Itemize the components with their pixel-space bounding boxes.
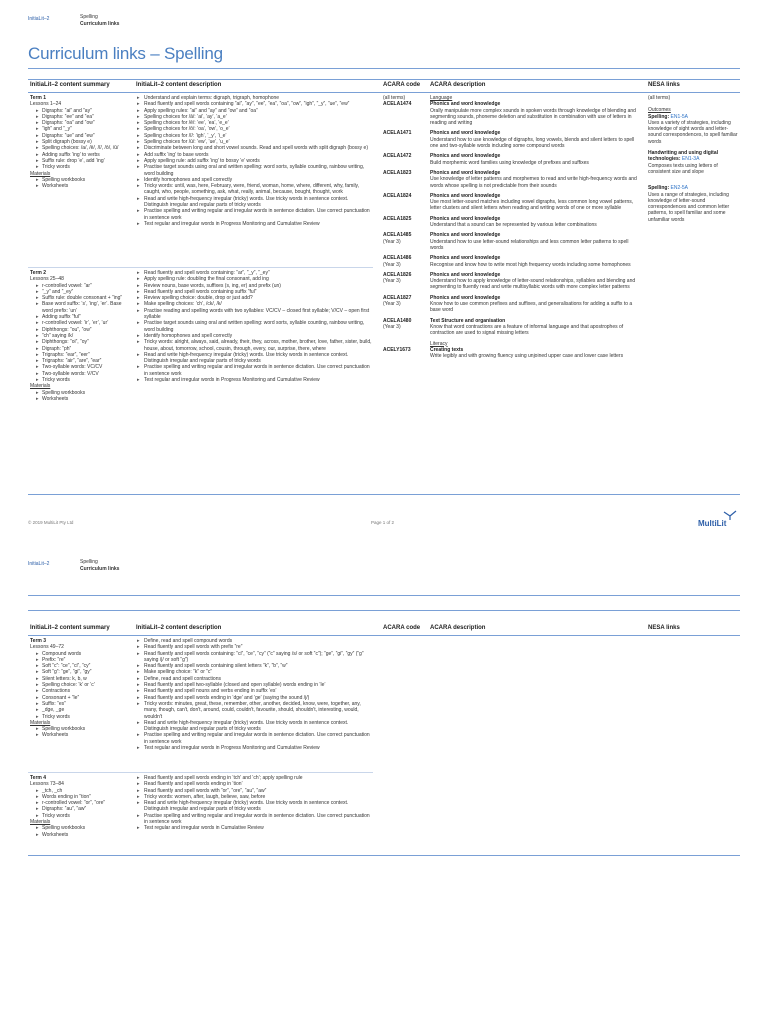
col-description-header: InitiaLit–2 content description xyxy=(136,82,222,88)
list-item: ▸ Read fluently and spell words containing silent letters “k”, “b”, “w” xyxy=(136,663,372,669)
list-item: ▸ Worksheets xyxy=(36,183,130,189)
list-item: ▸ Spelling choices for /ē/: ‘ee’, ‘ea’, ‘e_e’ xyxy=(136,120,372,126)
term3-items xyxy=(30,651,130,720)
acara-year: (Year 3) xyxy=(383,261,401,268)
list-item: ▸ Spelling choices for /ū/: ‘ew’, ‘ue’, ‘u_e’ xyxy=(136,139,372,145)
list-item: ▸ Define, read and spell compound words xyxy=(136,638,372,644)
term2-items xyxy=(30,283,130,384)
acara-description: Orally manipulate more complex sounds in spoken words through knowledge of blending and segmenting sounds, phoneme deletion and substitution in combination with use of letters in reading and writing xyxy=(430,107,636,127)
acara-description: Understand how to use knowledge of digraphs, long vowels, blends and silent letters to spell one and two-syllable words including some compound words xyxy=(430,136,635,150)
list-item: ▸ Diphthongs: “oi”, “oy” xyxy=(36,339,130,345)
list-item: ▸ Spelling choices for /ā/: ‘ai’, ‘ay’, ‘a_e’ xyxy=(136,114,372,120)
term4-materials xyxy=(30,825,130,838)
acara-code: ACELY1673 xyxy=(383,346,411,353)
logo-text: MultiLit xyxy=(698,519,727,528)
nesa-all-terms: (all terms) xyxy=(648,95,671,101)
page-header xyxy=(80,14,119,28)
acara-row xyxy=(383,101,641,126)
list-item: ▸ Tricky words xyxy=(36,813,130,819)
list-item: ▸ Tricky words: minutes, great, these, remember, other, another, decided, know, were, together, any, many, though, can't, don't, around, could, couldn't, favourite, should, shouldn't, interesting, would, wouldn't xyxy=(136,701,372,720)
list-item: ▸ Digraphs: “au”, “aw” xyxy=(36,806,130,812)
list-item: ▸ Silent letters: k, b, w xyxy=(36,676,130,682)
list-item: ▸ Apply spelling rule: add suffix ‘ing’ to bossy ‘e’ words xyxy=(136,158,372,164)
list-item: ▸ Spelling choice: ‘k’ or ‘c’ xyxy=(36,682,130,688)
list-item: ▸ Worksheets xyxy=(36,832,130,838)
page-title: Curriculum links – Spelling xyxy=(28,44,223,63)
table-header-rule xyxy=(28,92,740,93)
acara-row xyxy=(383,216,641,229)
list-item: ▸ Digraphs: “ai” and “ay” xyxy=(36,108,130,114)
list-item: ▸ Spelling workbooks xyxy=(36,825,130,831)
acara-heading: Creating texts xyxy=(430,346,464,353)
list-item: ▸ Worksheets xyxy=(36,396,130,402)
list-item: ▸ “igh” and “_y” xyxy=(36,126,130,132)
list-item: ▸ Spelling workbooks xyxy=(36,177,130,183)
term3-description xyxy=(136,638,372,751)
list-item: ▸ “_y” and “_ey” xyxy=(36,289,130,295)
nesa-links xyxy=(648,95,740,223)
list-item: ▸ Test regular and irregular words in Progress Monitoring and Cumulative Review xyxy=(136,377,372,383)
acara-code: ACELA1480 xyxy=(383,317,412,324)
list-item: ▸ Spelling choices for /ī/: ‘igh’, ‘_y’, ‘i_e’ xyxy=(136,133,372,139)
list-item: ▸ Read fluently and spell words containing: “ci”, “ce”, “cy” (“c” saying /s/ or soft “c”); “ge”, “gi”, “gy” (“g” saying /j/ or soft “g”) xyxy=(136,651,372,664)
acara-code: ACELA1826 xyxy=(383,271,412,278)
term-divider xyxy=(28,267,373,268)
list-item: ▸ Spelling workbooks xyxy=(36,390,130,396)
list-item: ▸ Read fluently and spell two-syllable (closed and open syllable) words ending in ‘le’ xyxy=(136,682,372,688)
acara-row xyxy=(383,295,641,314)
acara-code: ACELA1486 xyxy=(383,255,412,262)
footer-copyright: © 2019 MultiLit Pty Ltd xyxy=(28,520,74,525)
list-item: ▸ Review nouns, base words, suffixes (s, ing, er) and prefix (un) xyxy=(136,283,372,289)
acara-row xyxy=(383,255,641,268)
acara-row xyxy=(383,341,641,360)
term2-lessons: Lessons 25–48 xyxy=(30,276,64,283)
acara-strand: Language xyxy=(430,95,453,101)
list-item: ▸ Suffix rule: drop ‘e’, add ‘ing’ xyxy=(36,158,130,164)
list-item: ▸ “ch” saying /k/ xyxy=(36,333,130,339)
list-item: ▸ Spelling workbooks xyxy=(36,726,130,732)
col-acara-desc-header: ACARA description xyxy=(430,82,486,88)
acara-heading: Text Structure and organisation xyxy=(430,317,506,324)
list-item: ▸ Tricky words xyxy=(36,714,130,720)
term2-materials-label: Materials xyxy=(30,383,51,390)
list-item: ▸ Practise spelling and writing regular and irregular words in sentence dictation. Use correct punctuation in sentence work xyxy=(136,732,372,745)
list-item: ▸ Apply spelling rule: doubling the final consonant, add ing xyxy=(136,276,372,282)
acara-description: Recognise and know how to write most high frequency words including some homophones xyxy=(430,261,631,268)
list-item: ▸ Digraphs: “ee” and “ea” xyxy=(36,114,130,120)
list-item: ▸ Make spelling choice: “k” or “c” xyxy=(136,669,372,675)
acara-heading: Phonics and word knowledge xyxy=(430,232,501,239)
brand-label: InitiaLit–2 xyxy=(28,561,50,567)
list-item: ▸ Digraphs: “ue” and “ew” xyxy=(36,133,130,139)
acara-description: Build morphemic word families using knowledge of prefixes and suffixes xyxy=(430,159,589,166)
list-item: ▸ Split digraph (bossy e) xyxy=(36,139,130,145)
term3-title: Term 3 xyxy=(30,638,47,644)
table-header-rule xyxy=(28,635,740,636)
term4-materials-label: Materials xyxy=(30,819,51,826)
list-item: ▸ Discriminate between long and short vowel sounds. Read and spell words with split digraph (bossy e) xyxy=(136,145,372,151)
acara-code: (all terms) xyxy=(383,95,406,101)
term2-materials xyxy=(30,390,130,403)
nesa-spelling-label: Spelling: xyxy=(648,113,671,120)
term4-lessons: Lessons 73–84 xyxy=(30,781,64,788)
list-item: ▸ Read and write high-frequency irregular (tricky) words. Use tricky words in sentence context. Distinguish irregular and regular parts of tricky words xyxy=(136,196,372,209)
list-item: ▸ Read fluently and spell words containing: “ar”, “_y”, “_ey” xyxy=(136,270,372,276)
acara-year: (Year 3) xyxy=(383,323,401,330)
nesa-outcome-link[interactable]: EN1-3A xyxy=(681,156,700,163)
list-item: ▸ Read fluently and spell words ending in ‘tion’ xyxy=(136,781,372,787)
term1-description xyxy=(136,95,372,227)
list-item: ▸ Read fluently and spell words containing suffix “ful” xyxy=(136,289,372,295)
list-item: ▸ Tricky words xyxy=(36,377,130,383)
nesa-spelling-label: Spelling: xyxy=(648,185,671,192)
acara-description: Understand how to apply knowledge of letter-sound relationships, syllables and blending and segmenting to fluently read and write multisyllabic words with more complex letter patterns xyxy=(430,278,636,291)
acara-heading: Phonics and word knowledge xyxy=(430,153,501,160)
list-item: ▸ _tch, _ch xyxy=(36,788,130,794)
list-item: ▸ Test regular and irregular words in Progress Monitoring and Cumulative Review xyxy=(136,221,372,227)
term2-summary xyxy=(30,270,130,402)
acara-heading: Phonics and word knowledge xyxy=(430,101,501,108)
list-item: ▸ Define, read and spell contractions xyxy=(136,676,372,682)
list-item: ▸ Understand and explain terms: digraph, trigraph, homophone xyxy=(136,95,372,101)
page2-top-rule xyxy=(28,595,740,596)
list-item: ▸ Read and write high-frequency irregular (tricky) words. Use tricky words in sentence context. Distinguish irregular and regular parts of tricky words xyxy=(136,720,372,733)
list-item: ▸ Tricky words: alright, always, said, already, their, they, across, mother, brother, love, father, sister, build, house, about, tomorrow, school, cousin, through, every, our, surprise, there, where xyxy=(136,339,372,352)
list-item: ▸ Tricky words: women, after, laugh, believe, saw, before xyxy=(136,794,372,800)
acara-strand: Literacy xyxy=(430,340,448,347)
table-bottom-rule xyxy=(28,494,740,495)
list-item: ▸ Read fluently and spell words with prefix “re” xyxy=(136,644,372,650)
list-item: ▸ Two-syllable words: V/CV xyxy=(36,371,130,377)
term1-lessons: Lessons 1–24 xyxy=(30,101,62,108)
page-header xyxy=(80,559,119,573)
nesa-handwriting-label: Handwriting and using digital technologies: xyxy=(648,150,718,163)
list-item: ▸ Add suffix ‘ing’ to base words xyxy=(136,152,372,158)
list-item: ▸ Practise target sounds using oral and written spelling: word sorts, syllable counting, rainbow writing, word building xyxy=(136,320,372,333)
list-item: ▸ Review spelling choice: double, drop or just add? xyxy=(136,295,372,301)
list-item: ▸ Trigraphs: “ear”, “eer” xyxy=(36,352,130,358)
title-rule xyxy=(28,68,740,69)
list-item: ▸ Make spelling choices: ‘ch’, /ck/, /k/ xyxy=(136,301,372,307)
list-item: ▸ Soft “c”: “ce”, “ci”, “cy” xyxy=(36,663,130,669)
term2-title: Term 2 xyxy=(30,270,47,276)
acara-description: Understand that a sound can be represented by various letter combinations xyxy=(430,222,597,229)
acara-row xyxy=(383,153,641,166)
list-item: ▸ Consonant + “le” xyxy=(36,695,130,701)
acara-code: ACELA1485 xyxy=(383,232,412,239)
acara-row xyxy=(383,130,641,149)
list-item: ▸ r-controlled vowel: ‘ir’, ‘er’, ‘ur’ xyxy=(36,320,130,326)
list-item: ▸ Practise spelling and writing regular and irregular words in sentence dictation. Use correct punctuation in sentence work xyxy=(136,364,372,377)
acara-row xyxy=(383,170,641,189)
acara-list xyxy=(383,95,641,359)
acara-heading: Phonics and word knowledge xyxy=(430,255,501,262)
col-acara-code-header: ACARA code xyxy=(383,625,421,631)
term4-items xyxy=(30,788,130,819)
term4-description xyxy=(136,775,372,832)
list-item: ▸ Adding suffix “ful” xyxy=(36,314,130,320)
list-item: ▸ Digraph: “ph” xyxy=(36,346,130,352)
acara-code: ACELA1825 xyxy=(383,215,412,222)
list-item: ▸ Test regular and irregular words in Cumulative Review xyxy=(136,825,372,831)
multilit-logo xyxy=(698,510,742,530)
list-item: ▸ Spelling choices: /a/, /ē/, /ī/, /ō/, /ū/ xyxy=(36,145,130,151)
acara-code: ACELA1472 xyxy=(383,153,412,160)
col-nesa-header: NESA links xyxy=(648,625,680,631)
nesa-outcome-link[interactable]: EN1-5A xyxy=(670,113,689,120)
brand-label: InitiaLit–2 xyxy=(28,16,50,22)
nesa-outcomes: Outcomes xyxy=(648,107,671,114)
footer-page-number: Page 1 of 2 xyxy=(371,520,395,525)
list-item: ▸ Tricky words: until, was, here, February, were, friend, woman, home, where, different, why, family, caught, who, people, something, ask, what, really, animal, because, bought, thought, work xyxy=(136,183,372,196)
list-item: ▸ Contractions xyxy=(36,688,130,694)
col-acara-code-header: ACARA code xyxy=(383,82,421,88)
list-item: ▸ _dge, _ge xyxy=(36,707,130,713)
list-item: ▸ Practise spelling and writing regular and irregular words in sentence dictation. Use correct punctuation in sentence work xyxy=(136,813,372,826)
list-item: ▸ Prefix: “re” xyxy=(36,657,130,663)
header-subsection: Curriculum links xyxy=(80,21,120,27)
list-item: ▸ r-controlled vowel: “or”, “ore” xyxy=(36,800,130,806)
acara-heading: Phonics and word knowledge xyxy=(430,271,501,278)
term-divider xyxy=(28,772,373,773)
acara-year: (Year 3) xyxy=(383,238,401,245)
list-item: ▸ Spelling choices for /ō/: ‘oa’, ‘ow’, ‘o_e’ xyxy=(136,126,372,132)
acara-description: Know how to use common prefixes and suffixes, and generalisations for adding a suffix to a base word xyxy=(430,301,633,314)
acara-row xyxy=(383,272,641,291)
list-item: ▸ Tricky words xyxy=(36,164,130,170)
list-item: ▸ Suffix rule: double consonant + “ing” xyxy=(36,295,130,301)
acara-heading: Phonics and word knowledge xyxy=(430,192,501,199)
nesa-outcome-description: Uses a range of strategies, including knowledge of letter-sound correspondences and common letter patterns, to spell familiar and some unfamiliar words xyxy=(648,191,730,223)
col-nesa-header: NESA links xyxy=(648,82,680,88)
list-item: ▸ Adding suffix ‘ing’ to verbs xyxy=(36,152,130,158)
acara-heading: Phonics and word knowledge xyxy=(430,130,501,137)
list-item: ▸ Worksheets xyxy=(36,732,130,738)
term3-summary xyxy=(30,638,130,739)
list-item: ▸ Suffix: “es” xyxy=(36,701,130,707)
list-item: ▸ r-controlled vowel: “ar” xyxy=(36,283,130,289)
list-item: ▸ Compound words xyxy=(36,651,130,657)
acara-description: Understand how to use letter-sound relationships and less common letter patterns to spell words xyxy=(430,238,629,251)
term3-materials-label: Materials xyxy=(30,719,51,726)
list-item: ▸ Practise target sounds using oral and written spelling: word sorts, syllable counting, rainbow writing, word building xyxy=(136,164,372,177)
acara-description: Know that word contractions are a feature of informal language and that apostrophes of contraction are used to signal missing letters xyxy=(430,323,624,337)
nesa-outcome-description: Uses a variety of strategies, including knowledge of sight words and letter-sound correspondences, to spell familiar words xyxy=(648,119,738,145)
acara-description: Write legibly and with growing fluency using unjoined upper case and lower case letters xyxy=(430,353,624,360)
acara-code: ACELA1824 xyxy=(383,192,412,199)
col-acara-desc-header: ACARA description xyxy=(430,625,486,631)
list-item: ▸ Soft “g”: “ge”, “gi”, “gy” xyxy=(36,669,130,675)
list-item: ▸ Trigraphs: “air”, “are”, “ear” xyxy=(36,358,130,364)
term1-materials xyxy=(30,177,130,190)
list-item: ▸ Test regular and irregular words in Progress Monitoring and Cumulative Review xyxy=(136,745,372,751)
list-item: ▸ Practise spelling and writing regular and irregular words in sentence dictation. Use correct punctuation in sentence work xyxy=(136,208,372,221)
list-item: ▸ Identify homophones and spell correctly xyxy=(136,177,372,183)
header-section: Spelling xyxy=(80,14,98,20)
acara-year: (Year 3) xyxy=(383,301,401,308)
list-item: ▸ Read fluently and spell words with “or”, “ore”, “au”, “aw” xyxy=(136,788,372,794)
list-item: ▸ Base word suffix: ‘s’, ‘ing’, ‘er’. Base word prefix: ‘un’ xyxy=(36,301,130,314)
acara-description: Use knowledge of letter patterns and morphemes to read and write high-frequency words and words whose spelling is not predictable from their sounds xyxy=(430,176,637,189)
list-item: ▸ Read and write high-frequency irregular (tricky) words. Use tricky words in sentence context. Distinguish irregular and regular parts of tricky words xyxy=(136,800,372,813)
acara-row xyxy=(383,193,641,212)
list-item: ▸ Diphthongs: “ou”, “ow” xyxy=(36,327,130,333)
list-item: ▸ Identify homophones and spell correctly xyxy=(136,333,372,339)
acara-heading: Phonics and word knowledge xyxy=(430,215,501,222)
term2-description xyxy=(136,270,372,383)
list-item: ▸ Apply spelling rules: “ai” and “ay” and “ow” and “oa” xyxy=(136,108,372,114)
term4-title: Term 4 xyxy=(30,775,47,781)
list-item: ▸ Practise reading and spelling words with two syllables: VC/CV – closed first syllable; V/CV – open first syllable xyxy=(136,308,372,321)
acara-row xyxy=(383,318,641,337)
acara-heading: Phonics and word knowledge xyxy=(430,169,501,176)
list-item: ▸ Words ending in “tion” xyxy=(36,794,130,800)
table-bottom-rule xyxy=(28,855,740,856)
term4-summary xyxy=(30,775,130,838)
list-item: ▸ Read fluently and spell nouns and verbs ending in suffix ‘es’ xyxy=(136,688,372,694)
acara-code: ACELA1471 xyxy=(383,130,412,137)
list-item: ▸ Read fluently and spell words ending in ‘dge’ and ‘ge’ (saying the sound /j/) xyxy=(136,695,372,701)
table-top-rule xyxy=(28,79,740,80)
term3-lessons: Lessons 49–72 xyxy=(30,644,64,651)
acara-year: (Year 3) xyxy=(383,278,401,285)
list-item: ▸ Read fluently and spell words containing “ai”, “ay”, “ee”, “ea”, “oa”, “ow”, “igh”, “_y”, “ue”, “ew” xyxy=(136,101,372,107)
acara-row xyxy=(383,232,641,251)
table-top-rule xyxy=(28,610,740,611)
col-summary-header: InitiaLit–2 content summary xyxy=(30,625,110,631)
acara-code: ACELA1474 xyxy=(383,101,412,108)
acara-description: Use most letter-sound matches including vowel digraphs, less common long vowel patterns, letter clusters and silent letters when reading and writing words of one or more syllable xyxy=(430,199,634,212)
acara-code: ACELA1827 xyxy=(383,294,412,301)
term1-summary xyxy=(30,95,130,189)
col-description-header: InitiaLit–2 content description xyxy=(136,625,222,631)
list-item: ▸ Read and write high-frequency irregular (tricky) words. Use tricky words in sentence context. Distinguish irregular and regular parts of tricky words xyxy=(136,352,372,365)
nesa-outcome-description: Composes texts using letters of consistent size and slope xyxy=(648,162,718,175)
term1-title: Term 1 xyxy=(30,95,47,101)
list-item: ▸ Two-syllable words: VC/CV xyxy=(36,364,130,370)
term1-items xyxy=(30,108,130,171)
acara-heading: Phonics and word knowledge xyxy=(430,294,501,301)
term3-materials xyxy=(30,726,130,739)
nesa-outcome-link[interactable]: EN2-5A xyxy=(670,185,689,192)
term1-materials-label: Materials xyxy=(30,170,51,177)
header-subsection: Curriculum links xyxy=(80,566,120,572)
header-section: Spelling xyxy=(80,559,98,565)
list-item: ▸ Digraphs: “oa” and “ow” xyxy=(36,120,130,126)
list-item: ▸ Read fluently and spell words ending in ‘tch’ and ‘ch’; apply spelling rule xyxy=(136,775,372,781)
col-summary-header: InitiaLit–2 content summary xyxy=(30,82,110,88)
acara-code: ACELA1823 xyxy=(383,169,412,176)
